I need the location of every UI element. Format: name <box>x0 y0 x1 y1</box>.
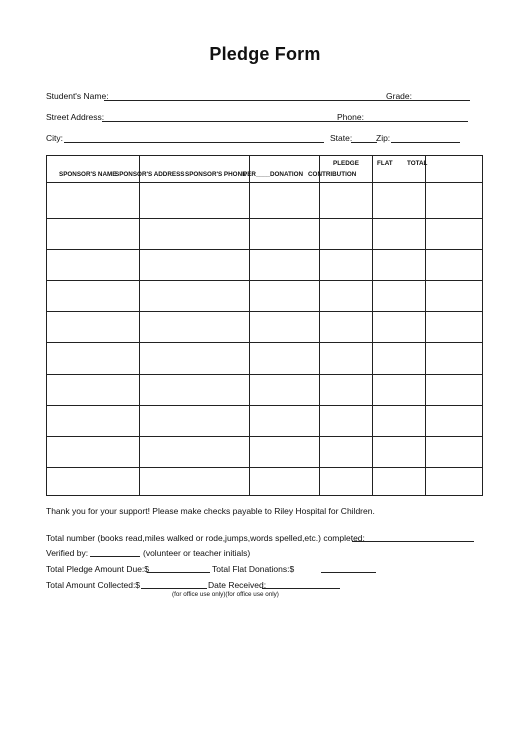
city-label: City: <box>46 133 63 143</box>
table-row <box>47 249 482 250</box>
table-row <box>47 467 482 468</box>
table-row <box>47 374 482 375</box>
street-address-field[interactable] <box>102 121 364 122</box>
phone-field[interactable] <box>364 121 468 122</box>
table-row <box>47 218 482 219</box>
table-row <box>47 311 482 312</box>
grade-field[interactable] <box>410 100 470 101</box>
total-flat-field[interactable] <box>321 572 376 573</box>
address-row <box>46 111 476 123</box>
header-pledge: PLEDGE <box>333 160 359 167</box>
column-divider <box>425 156 426 495</box>
total-pledge-due-label: Total Pledge Amount Due:$ <box>46 564 150 574</box>
phone-label: Phone: <box>337 112 364 122</box>
column-divider <box>249 156 250 495</box>
verified-by-field[interactable] <box>90 556 140 557</box>
verified-by-label: Verified by: <box>46 548 89 558</box>
city-field[interactable] <box>64 142 324 143</box>
header-flat: FLAT <box>377 160 393 167</box>
header-sponsor-address: SPONSOR'S ADDRESS <box>115 171 185 178</box>
thank-you-text: Thank you for your support! Please make checks payable to Riley Hospital for Children. <box>46 506 375 516</box>
total-collected-field[interactable] <box>141 588 207 589</box>
table-row <box>47 342 482 343</box>
total-pledge-due-field[interactable] <box>147 572 210 573</box>
grade-label: Grade: <box>386 91 412 101</box>
verified-note: (volunteer or teacher initials) <box>143 548 251 558</box>
table-row <box>47 182 482 183</box>
state-label: State: <box>330 133 353 143</box>
date-received-label: Date Received: <box>208 580 267 590</box>
city-row <box>46 132 476 144</box>
student-name-field[interactable] <box>104 100 430 101</box>
column-divider <box>139 156 140 495</box>
page-title: Pledge Form <box>209 44 321 64</box>
column-divider <box>319 156 320 495</box>
total-number-field[interactable] <box>352 541 474 542</box>
street-address-label: Street Address: <box>46 112 105 122</box>
zip-field[interactable] <box>391 142 460 143</box>
student-name-label: Student's Name: <box>46 91 109 101</box>
header-per-donation: PER____DONATION <box>243 171 304 178</box>
state-field[interactable] <box>351 142 377 143</box>
header-total: TOTAL <box>407 160 428 167</box>
header-sponsor-name: SPONSOR'S NAME <box>59 171 117 178</box>
sponsor-table <box>46 155 483 496</box>
total-collected-label: Total Amount Collected:$ <box>46 580 141 590</box>
table-row <box>47 405 482 406</box>
total-flat-label: Total Flat Donations:$ <box>212 564 295 574</box>
office-use-note: (for office use only)(for office use only) <box>172 591 279 598</box>
date-received-field[interactable] <box>262 588 340 589</box>
total-number-label: Total number (books read,miles walked or rode,jumps,words spelled,etc.) completed: <box>46 533 365 543</box>
table-row <box>47 436 482 437</box>
column-divider <box>372 156 373 495</box>
table-row <box>47 280 482 281</box>
student-name-row <box>46 90 476 102</box>
header-sponsor-phone: SPONSOR'S PHONE <box>185 171 247 178</box>
zip-label: Zip: <box>376 133 391 143</box>
header-contribution: CONTRIBUTION <box>308 171 357 178</box>
